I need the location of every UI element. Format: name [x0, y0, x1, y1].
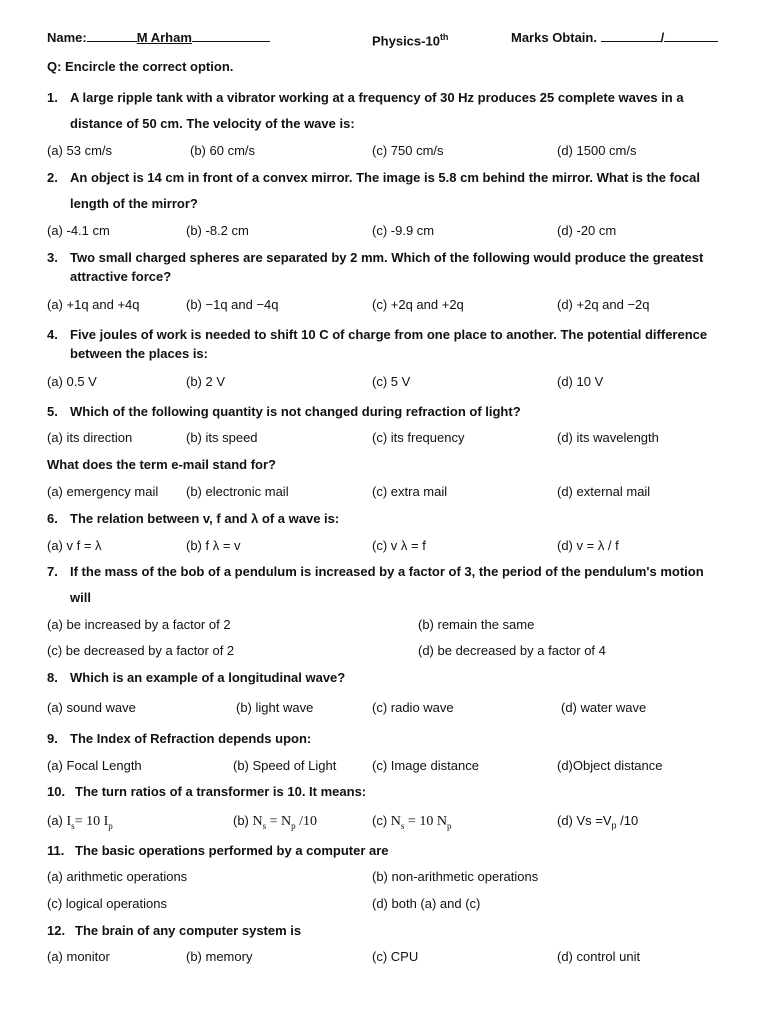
option-b[interactable]: (b) 60 cm/s	[190, 143, 256, 158]
question-text: length of the mirror?	[70, 196, 198, 211]
subject-title: Physics-10th	[372, 32, 449, 49]
marks-total-line	[664, 29, 718, 42]
question-text: If the mass of the bob of a pendulum is increased by a factor of 3, the period of the pendulum's motion	[70, 564, 704, 579]
question-text: Which is an example of a longitudinal wave?	[70, 670, 346, 685]
question-text: An object is 14 cm in front of a convex mirror. The image is 5.8 cm behind the mirror. What is the focal	[70, 170, 700, 185]
name-line-right	[192, 29, 270, 42]
question-text: The basic operations performed by a computer are	[75, 843, 389, 858]
option-b[interactable]: (b) Speed of Light	[233, 758, 337, 773]
option-d[interactable]: (d) +2q and −2q	[557, 297, 650, 312]
option-a[interactable]: (a) emergency mail	[47, 484, 159, 499]
option-d[interactable]: (d) $Vs =V_p$ /10	[557, 813, 639, 831]
option-b[interactable]: (b) −1q and −4q	[186, 297, 279, 312]
option-c[interactable]: (c) logical operations	[47, 896, 167, 911]
question-text: The brain of any computer system is	[75, 923, 302, 938]
question-number: 12.	[47, 923, 66, 938]
option-d[interactable]: (d) water wave	[561, 700, 647, 715]
question-text: The relation between v, f and λ of a wave is:	[70, 511, 340, 526]
question-number: 4.	[47, 327, 58, 342]
option-c[interactable]: (c) 5 V	[372, 374, 411, 389]
option-b[interactable]: (b) -8.2 cm	[186, 223, 249, 238]
option-b[interactable]: (b) $N_s = N_p$ /10	[233, 813, 318, 831]
option-c[interactable]: (c) Image distance	[372, 758, 479, 773]
option-d[interactable]: (d) its wavelength	[557, 430, 659, 445]
option-a[interactable]: (a) its direction	[47, 430, 133, 445]
option-d[interactable]: (d) v = λ / f	[557, 538, 619, 553]
marks-field: Marks Obtain. /	[511, 29, 718, 46]
question-text: attractive force?	[70, 269, 172, 284]
option-d[interactable]: (d)Object distance	[557, 758, 663, 773]
option-a[interactable]: (a) be increased by a factor of 2	[47, 617, 231, 632]
question-text: The Index of Refraction depends upon:	[70, 731, 312, 746]
option-d[interactable]: (d) both (a) and (c)	[372, 896, 481, 911]
instruction: Q: Encircle the correct option.	[47, 59, 234, 74]
option-d[interactable]: (d) -20 cm	[557, 223, 617, 238]
question-number: 11.	[47, 843, 65, 858]
option-b[interactable]: (b) memory	[186, 949, 253, 964]
option-c[interactable]: (c) be decreased by a factor of 2	[47, 643, 235, 658]
question-text: Five joules of work is needed to shift 10 C of charge from one place to another. The potential difference	[70, 327, 708, 342]
marks-label: Marks Obtain.	[511, 30, 597, 45]
option-a[interactable]: (a) 53 cm/s	[47, 143, 113, 158]
question-text: distance of 50 cm. The velocity of the wave is:	[70, 116, 355, 131]
option-c[interactable]: (c) CPU	[372, 949, 419, 964]
question-text: A large ripple tank with a vibrator working at a frequency of 30 Hz produces 25 complete waves in a	[70, 90, 684, 105]
option-c[interactable]: (c) extra mail	[372, 484, 448, 499]
question-number: 2.	[47, 170, 58, 185]
question-number: 3.	[47, 250, 58, 265]
question-text: between the places is:	[70, 346, 208, 361]
question-number: 6.	[47, 511, 58, 526]
option-c[interactable]: (c) -9.9 cm	[372, 223, 435, 238]
option-a[interactable]: (a) 0.5 V	[47, 374, 97, 389]
option-a[interactable]: (a) Focal Length	[47, 758, 142, 773]
option-a[interactable]: (a) -4.1 cm	[47, 223, 110, 238]
option-b[interactable]: (b) non-arithmetic operations	[372, 869, 539, 884]
option-a[interactable]: (a) arithmetic operations	[47, 869, 188, 884]
name-line-left	[87, 29, 137, 42]
option-c[interactable]: (c) +2q and +2q	[372, 297, 464, 312]
question-number: 10.	[47, 784, 66, 799]
option-d[interactable]: (d) 1500 cm/s	[557, 143, 637, 158]
question-text: Two small charged spheres are separated by 2 mm. Which of the following would produce the greatest	[70, 250, 704, 265]
marks-obtained-line	[601, 29, 661, 42]
option-b[interactable]: (b) f λ = v	[186, 538, 241, 553]
option-b[interactable]: (b) electronic mail	[186, 484, 289, 499]
question-number: 9.	[47, 731, 58, 746]
option-c[interactable]: (c) v λ = f	[372, 538, 426, 553]
option-c[interactable]: (c) radio wave	[372, 700, 454, 715]
question-text: Which of the following quantity is not changed during refraction of light?	[70, 404, 521, 419]
option-b[interactable]: (b) its speed	[186, 430, 258, 445]
option-c[interactable]: (c) $N_s = 10$ $N_p$	[372, 813, 452, 831]
option-b[interactable]: (b) remain the same	[418, 617, 535, 632]
option-d[interactable]: (d) 10 V	[557, 374, 604, 389]
option-d[interactable]: (d) control unit	[557, 949, 641, 964]
option-c[interactable]: (c) its frequency	[372, 430, 465, 445]
name-value: M Arham	[136, 30, 192, 45]
question-text: What does the term e-mail stand for?	[47, 457, 276, 472]
question-number: 7.	[47, 564, 58, 579]
option-b[interactable]: (b) 2 V	[186, 374, 226, 389]
option-a[interactable]: (a) v f = λ	[47, 538, 102, 553]
name-label: Name:	[47, 30, 87, 45]
option-c[interactable]: (c) 750 cm/s	[372, 143, 444, 158]
name-field	[47, 29, 270, 46]
option-d[interactable]: (d) external mail	[557, 484, 651, 499]
option-b[interactable]: (b) light wave	[236, 700, 314, 715]
question-text: The turn ratios of a transformer is 10. It means:	[75, 784, 367, 799]
question-number: 1.	[47, 90, 58, 105]
option-a[interactable]: (a) monitor	[47, 949, 110, 964]
question-text: will	[70, 590, 91, 605]
question-number: 5.	[47, 404, 58, 419]
question-number: 8.	[47, 670, 58, 685]
option-a[interactable]: (a) sound wave	[47, 700, 136, 715]
option-d[interactable]: (d) be decreased by a factor of 4	[418, 643, 606, 658]
option-a[interactable]: (a) +1q and +4q	[47, 297, 140, 312]
option-a[interactable]: (a) $I_s= 10$ $I_p$	[47, 813, 113, 831]
